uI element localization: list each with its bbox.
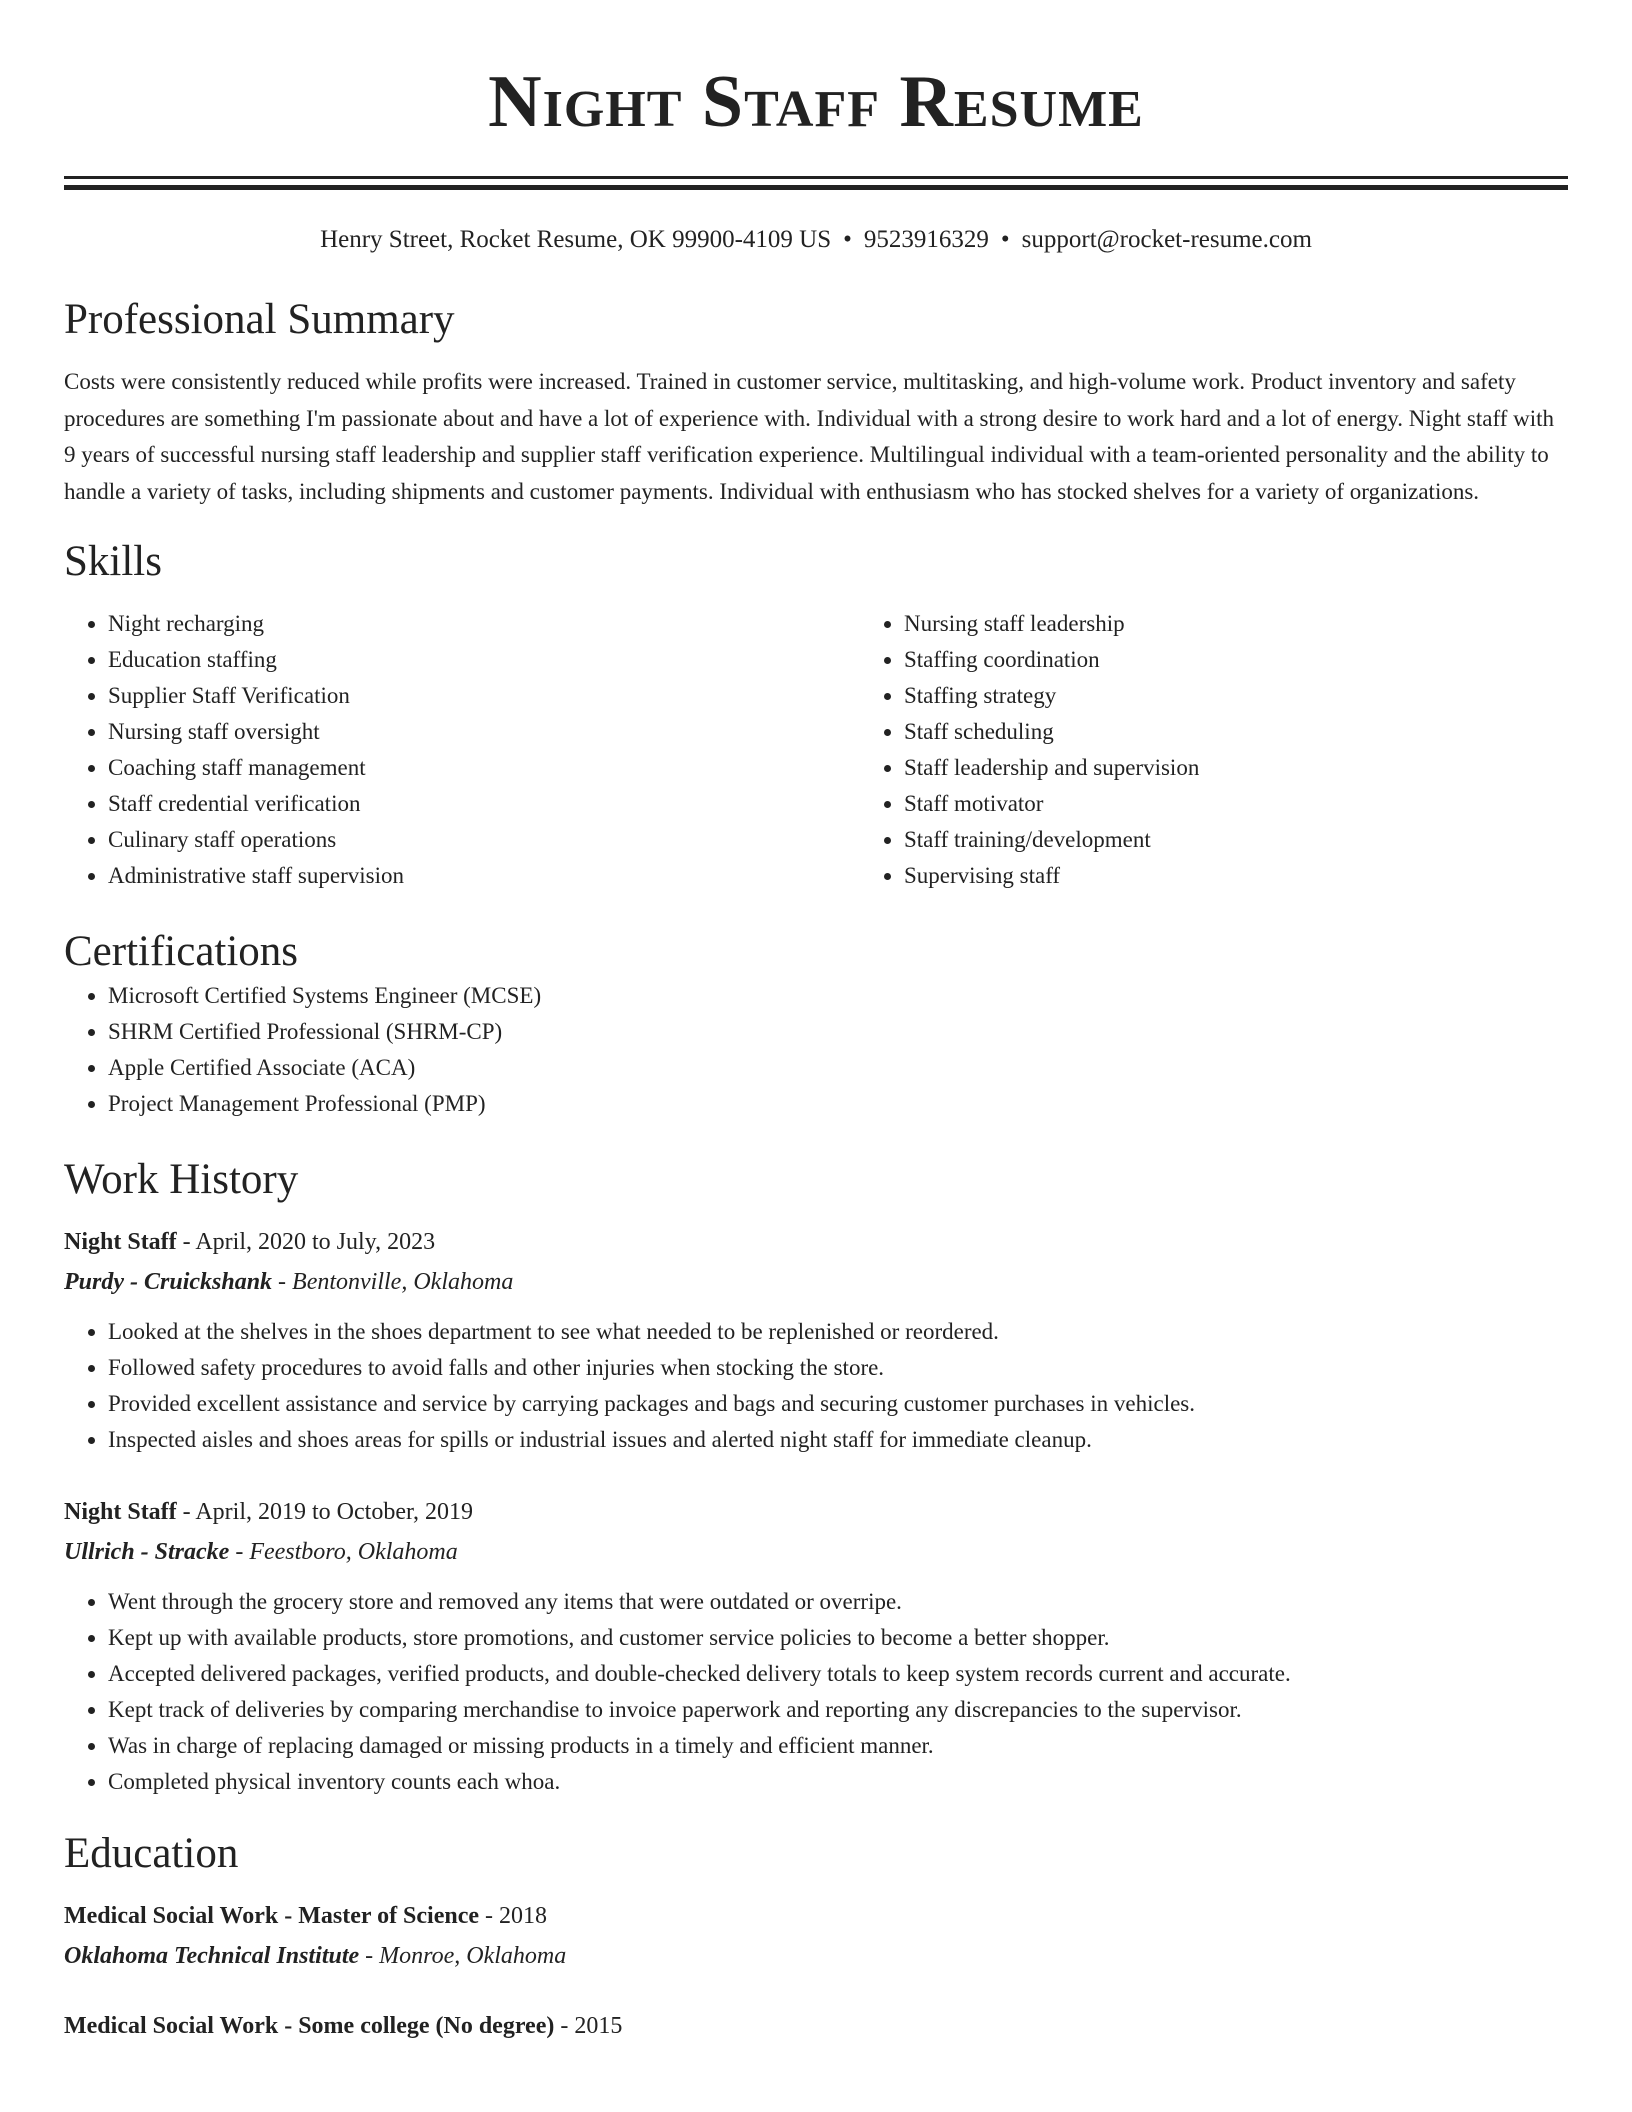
skill-item: • Staff leadership and supervision [904, 750, 1632, 786]
education-heading [64, 2006, 1568, 2046]
job-role: Night Staff [64, 1229, 177, 1255]
education-degree: Medical Social Work - Master of Science [64, 1903, 480, 1929]
job-company: Purdy - Cruickshank [64, 1269, 273, 1295]
section-title-work-history: Work History [64, 1156, 299, 1203]
job-location: - Feestboro, Oklahoma [229, 1539, 458, 1565]
section-title-summary: Professional Summary [64, 296, 455, 343]
summary-text: Costs were consistently reduced while profits were increased. Trained in customer service, multitasking, and high-volume work. Product inventory and safety procedures are something I'm passionate about and have a lot of experience with. Individual with a strong desire to work hard and a lot of energy. Night staff with 9 years of successful nursing staff leadership and supplier staff verification experience. Multilingual individual with a team-oriented personality and the ability to handle a variety of tasks, including shipments and customer payments. Individual with enthusiasm who has stocked shelves for a variety of organizations. [64, 369, 1554, 504]
certification-item: • Microsoft Certified Systems Engineer (MCSE) [108, 978, 1568, 1014]
resume-title: Night Staff Resume [488, 61, 1144, 143]
skill-item: • Nursing staff oversight [108, 714, 860, 750]
job-duties [64, 1584, 1568, 1800]
skills-list-left [64, 606, 860, 894]
job-employer [64, 1532, 1568, 1572]
skills-list-right [860, 606, 1632, 894]
contact-separator: • [843, 226, 852, 253]
skill-item: • Administrative staff supervision [108, 858, 860, 894]
education-degree: Medical Social Work - Some college (No degree) [64, 2013, 555, 2039]
education-year: - 2018 [479, 1903, 548, 1929]
skills-columns [64, 606, 1568, 894]
skill-item: • Staffing coordination [904, 642, 1632, 678]
skill-item: • Staff training/development [904, 822, 1632, 858]
job-duty: • Was in charge of replacing damaged or missing products in a timely and efficient manner. [108, 1728, 1568, 1764]
contact-address: Henry Street, Rocket Resume, OK 99900-4109 US [320, 226, 832, 253]
skill-item: • Supervising staff [904, 858, 1632, 894]
contact-email: support@rocket-resume.com [1021, 226, 1312, 253]
job-duty: • Accepted delivered packages, verified products, and double-checked delivery totals to keep system records current and accurate. [108, 1656, 1568, 1692]
skill-item: • Education staffing [108, 642, 860, 678]
skill-item: • Nursing staff leadership [904, 606, 1632, 642]
skill-item: • Staff motivator [904, 786, 1632, 822]
section-title-certifications: Certifications [64, 928, 299, 975]
skill-item: • Staff credential verification [108, 786, 860, 822]
contact-line [64, 224, 1568, 256]
skill-item: • Staffing strategy [904, 678, 1632, 714]
job-dates: - April, 2019 to October, 2019 [176, 1499, 474, 1525]
job-entry [64, 1492, 1568, 1800]
skill-item: • Staff scheduling [904, 714, 1632, 750]
job-duties [64, 1314, 1568, 1458]
certification-item: • SHRM Certified Professional (SHRM-CP) [108, 1014, 1568, 1050]
job-duty: • Looked at the shelves in the shoes department to see what needed to be replenished or reordered. [108, 1314, 1568, 1350]
job-dates: - April, 2020 to July, 2023 [176, 1229, 436, 1255]
contact-separator: • [1000, 226, 1010, 253]
skill-item: • Supplier Staff Verification [108, 678, 860, 714]
job-role: Night Staff [64, 1499, 177, 1525]
job-duty: • Kept up with available products, store promotions, and customer service policies to become a better shopper. [108, 1620, 1568, 1656]
certification-item: • Project Management Professional (PMP) [108, 1086, 1568, 1122]
job-duty: • Provided excellent assistance and service by carrying packages and bags and securing customer purchases in vehicles. [108, 1386, 1568, 1422]
header-rule-bottom [64, 185, 1568, 190]
skill-item: • Night recharging [108, 606, 860, 642]
header-rule-top [64, 176, 1568, 179]
certifications-list [64, 978, 1568, 1122]
job-entry [64, 1222, 1568, 1458]
contact-phone: 9523916329 [863, 226, 989, 253]
job-employer [64, 1262, 1568, 1302]
education-location: - Monroe, Oklahoma [359, 1943, 567, 1969]
job-duty: • Followed safety procedures to avoid falls and other injuries when stocking the store. [108, 1350, 1568, 1386]
section-title-skills: Skills [64, 538, 162, 585]
job-company: Ullrich - Stracke [64, 1539, 230, 1565]
job-location: - Bentonville, Oklahoma [272, 1269, 514, 1295]
education-heading [64, 1896, 1568, 1936]
job-duty: • Kept track of deliveries by comparing merchandise to invoice paperwork and reporting any discrepancies to the supervisor. [108, 1692, 1568, 1728]
education-entry [64, 2006, 1568, 2046]
education-year: - 2015 [554, 2013, 623, 2039]
job-heading [64, 1222, 1568, 1262]
job-duty: • Went through the grocery store and removed any items that were outdated or overripe. [108, 1584, 1568, 1620]
skill-item: • Culinary staff operations [108, 822, 860, 858]
job-duty: • Inspected aisles and shoes areas for spills or industrial issues and alerted night staff for immediate cleanup. [108, 1422, 1568, 1458]
skill-item: • Coaching staff management [108, 750, 860, 786]
job-heading [64, 1492, 1568, 1532]
section-title-education: Education [64, 1830, 239, 1877]
education-school: Oklahoma Technical Institute [64, 1943, 360, 1969]
certification-item: • Apple Certified Associate (ACA) [108, 1050, 1568, 1086]
education-entry [64, 1896, 1568, 1976]
education-school-line [64, 1936, 1568, 1976]
job-duty: • Completed physical inventory counts each whoa. [108, 1764, 1568, 1800]
